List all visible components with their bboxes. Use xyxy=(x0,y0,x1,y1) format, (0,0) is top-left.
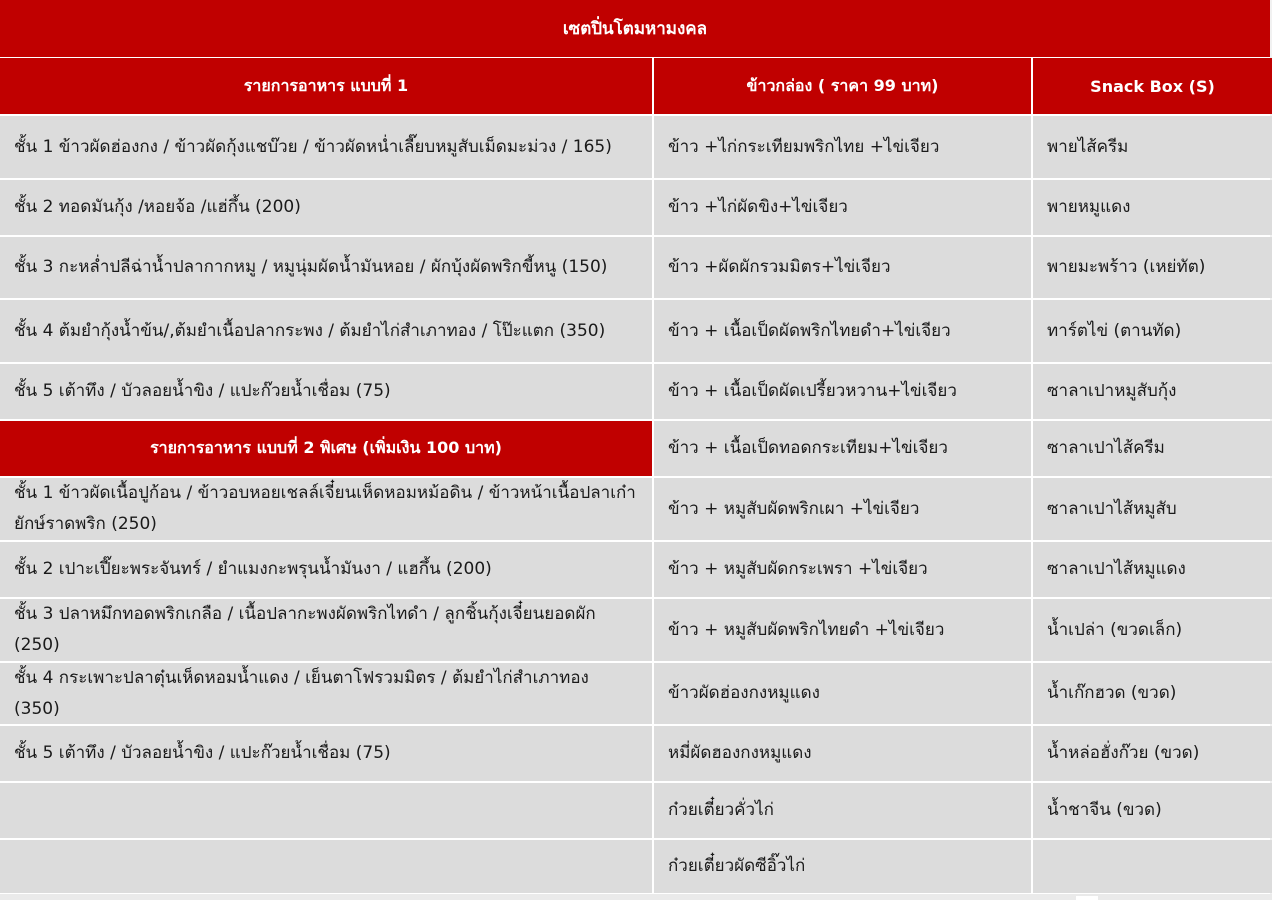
rice-box-item: ข้าว + หมูสับผัดพริกไทยดำ +ไข่เจียว xyxy=(654,599,1031,661)
set2-header: รายการอาหาร แบบที่ 2 พิเศษ (เพิ่มเงิน 100 บาท) xyxy=(0,421,652,476)
set1-row: ชั้น 5 เต้าทึง / บัวลอยน้ำขิง / แปะก๊วยน้ำเชื่อม (75) xyxy=(0,364,652,419)
snack-item: ทาร์ตไข่ (ตานทัด) xyxy=(1033,300,1272,362)
snack-item: ซาลาเปาไส้หมูสับ xyxy=(1033,478,1272,540)
snack-item: น้ำหล่อฮั่งก๊วย (ขวด) xyxy=(1033,726,1272,781)
set2-row: ชั้น 1 ข้าวผัดเนื้อปูก้อน / ข้าวอบหอยเชลล์เจี๋ยนเห็ดหอมหม้อดิน / ข้าวหน้าเนื้อปลาเก๋ายักษ์ราดพริก (250) xyxy=(0,478,652,540)
header-snack-box: Snack Box (S) xyxy=(1033,58,1272,114)
snack-item xyxy=(1033,840,1272,893)
rice-box-item: ข้าว +ไก่ผัดขิง+ไข่เจียว xyxy=(654,180,1031,235)
rice-box-item: ข้าว + หมูสับผัดกระเพรา +ไข่เจียว xyxy=(654,542,1031,597)
snack-item: น้ำเปล่า (ขวดเล็ก) xyxy=(1033,599,1272,661)
set2-row: ชั้น 2 เปาะเปี๊ยะพระจันทร์ / ยำแมงกะพรุนน้ำมันงา / แฮกึ้น (200) xyxy=(0,542,652,597)
set1-row: ชั้น 3 กะหล่ำปลีฉ่าน้ำปลากากหมู / หมูนุ่มผัดน้ำมันหอย / ผักบุ้งผัดพริกขี้หนู (150) xyxy=(0,237,652,298)
set2-row: ชั้น 5 เต้าทึง / บัวลอยน้ำขิง / แปะก๊วยน้ำเชื่อม (75) xyxy=(0,726,652,781)
set-column xyxy=(0,116,652,893)
rice-box-item: ก๋วยเตี๋ยวคั่วไก่ xyxy=(654,783,1031,838)
snack-item: ซาลาเปาหมูสับกุ้ง xyxy=(1033,364,1272,419)
snack-item: ซาลาเปาไส้ครีม xyxy=(1033,421,1272,476)
snack-item: ซาลาเปาไส้หมูแดง xyxy=(1033,542,1272,597)
rice-box-item: ข้าว + เนื้อเป็ดผัดพริกไทยดำ+ไข่เจียว xyxy=(654,300,1031,362)
menu-grid xyxy=(0,58,1270,893)
rice-box-column xyxy=(654,116,1031,893)
snack-item: พายหมูแดง xyxy=(1033,180,1272,235)
rice-box-item: ข้าวผัดฮ่องกงหมูแดง xyxy=(654,663,1031,724)
header-rice-box: ข้าวกล่อง ( ราคา 99 บาท) xyxy=(654,58,1031,114)
set2-row: ชั้น 4 กระเพาะปลาตุ๋นเห็ดหอมน้ำแดง / เย็นตาโฟรวมมิตร / ต้มยำไก่สำเภาทอง (350) xyxy=(0,663,652,724)
snack-item: น้ำเก๊กฮวด (ขวด) xyxy=(1033,663,1272,724)
set1-row: ชั้น 1 ข้าวผัดฮ่องกง / ข้าวผัดกุ้งแชบ๊วย / ข้าวผัดหน่ำเลี๊ยบหมูสับเม็ดมะม่วง / 165) xyxy=(0,116,652,178)
snack-item: พายไส้ครีม xyxy=(1033,116,1272,178)
rice-box-item: ข้าว + หมูสับผัดพริกเผา +ไข่เจียว xyxy=(654,478,1031,540)
snack-item: น้ำชาจีน (ขวด) xyxy=(1033,783,1272,838)
rice-box-item: ก๋วยเตี๋ยวผัดซีอิ๊วไก่ xyxy=(654,840,1031,893)
rice-box-item: ข้าว + เนื้อเป็ดผัดเปรี้ยวหวาน+ไข่เจียว xyxy=(654,364,1031,419)
table-title: เซตปิ่นโตมหามงคล xyxy=(0,0,1270,57)
empty-cell xyxy=(0,783,652,838)
rice-box-item: หมี่ผัดฮองกงหมูแดง xyxy=(654,726,1031,781)
set1-row: ชั้น 4 ต้มยำกุ้งน้ำข้น/,ต้มยำเนื้อปลากระพง / ต้มยำไก่สำเภาทอง / โป๊ะแตก (350) xyxy=(0,300,652,362)
header-set1: รายการอาหาร แบบที่ 1 xyxy=(0,58,652,114)
rice-box-item: ข้าว +ผัดผักรวมมิตร+ไข่เจียว xyxy=(654,237,1031,298)
empty-cell xyxy=(0,840,652,893)
snack-item: พายมะพร้าว (เหย่ทัต) xyxy=(1033,237,1272,298)
set1-row: ชั้น 2 ทอดมันกุ้ง /หอยจ้อ /แฮ่กึ้น (200) xyxy=(0,180,652,235)
snack-box-column xyxy=(1033,116,1272,893)
scroll-mark xyxy=(1076,896,1098,900)
rice-box-item: ข้าว + เนื้อเป็ดทอดกระเทียม+ไข่เจียว xyxy=(654,421,1031,476)
rice-box-item: ข้าว +ไก่กระเทียมพริกไทย +ไข่เจียว xyxy=(654,116,1031,178)
set2-row: ชั้น 3 ปลาหมึกทอดพริกเกลือ / เนื้อปลากะพงผัดพริกไทดำ / ลูกชิ้นกุ้งเจี๋ยนยอดผัก (250) xyxy=(0,599,652,661)
